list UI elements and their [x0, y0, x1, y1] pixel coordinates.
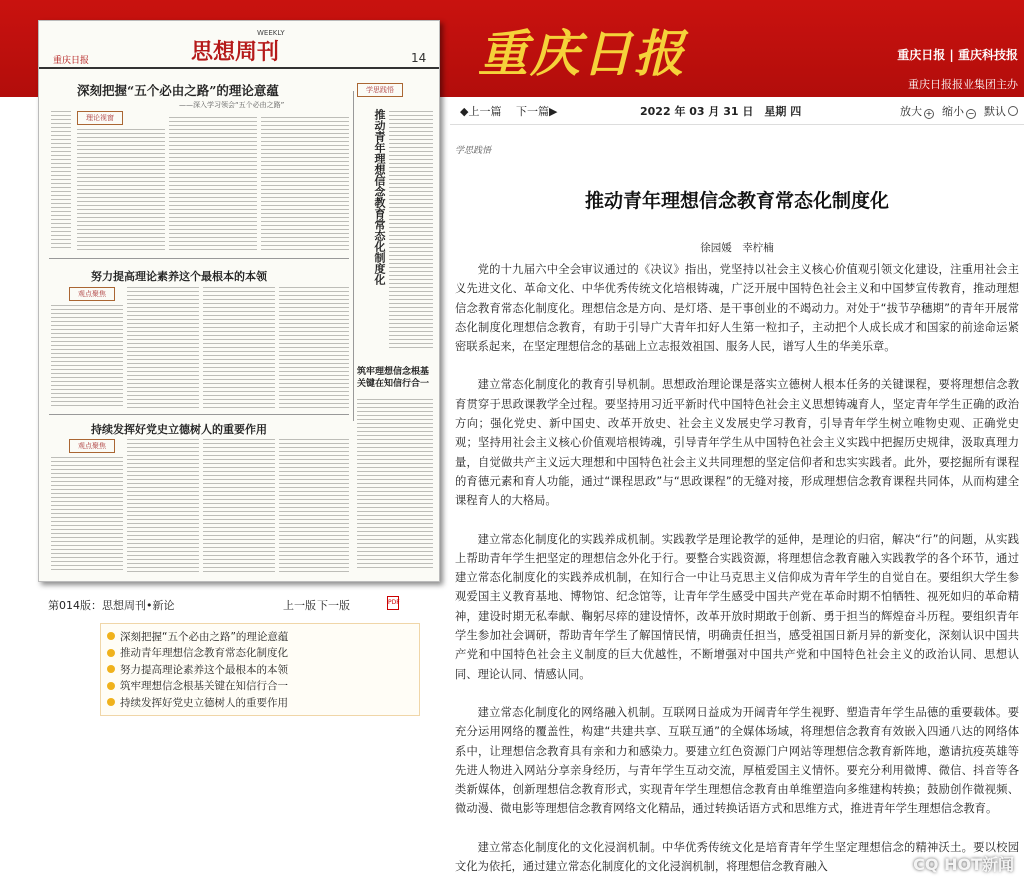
zoom-default-label: 默认 [984, 105, 1006, 118]
bullet-icon [107, 649, 115, 657]
page-info: 第014版：思想周刊•新论 [48, 599, 175, 612]
zoom-out-button[interactable] [942, 103, 976, 119]
header-links: 重庆日报 | 重庆科技报 [897, 48, 1018, 62]
link-cqkjb[interactable]: 重庆科技报 [957, 48, 1018, 62]
bullet-icon [107, 682, 115, 690]
preview-side-title[interactable]: 筑牢理想信念根基关键在知信行合一 [357, 367, 430, 389]
article-list [100, 623, 420, 716]
link-cqrb[interactable]: 重庆日报 [897, 48, 946, 62]
list-item[interactable] [107, 628, 413, 645]
preview-text-block [77, 129, 165, 251]
preview-tag-4: 观点聚焦 [69, 439, 115, 453]
zoom-in-button[interactable] [900, 103, 934, 119]
plus-icon: + [925, 109, 933, 118]
list-item-label[interactable]: 深刻把握“五个必由之路”的理论意蕴 [120, 630, 289, 643]
article-paragraph: 建立常态化制度化的教育引导机制。思想政治理论课是落实立德树人根本任务的关键课程，要将理想信念教育贯穿于思政课教学全过程。要坚持用习近平新时代中国特色社会主义思想铸魂育人，坚定青年学生正确的政治方向；强化党史、新中国史、改革开放史、社会主义发展史学习教育，引导青年学生树立唯物史观、正确党史观；坚持用社会主义核心价值观培根铸魂，引导青年学生从中国特色社会主义实践中把握历史规律，汲取真理力量，自觉做共产主义远大理想和中国特色社会主义共同理想的坚定信仰者和忠实实践者。此外，要挖掘所有课程的育德元素和育人功能，通过“课程思政”与“思政课程”的无缝对接，形成理想信念教育课程共同体，从而构建全课程育人的大格局。 [455, 378, 1019, 508]
list-item-label[interactable]: 持续发挥好党史立德树人的重要作用 [120, 696, 288, 709]
preview-text-block [51, 111, 71, 251]
list-item[interactable] [107, 661, 413, 678]
preview-text-block [51, 305, 123, 409]
preview-tag-2: 理论视窗 [77, 111, 123, 125]
preview-text-block [169, 117, 257, 251]
watermark: CQ HOT新闻 [913, 855, 1014, 874]
preview-divider [49, 258, 349, 259]
preview-tag-3: 观点聚焦 [69, 287, 115, 301]
preview-column-name: 思想周刊 [191, 39, 280, 65]
preview-text-block [261, 117, 349, 251]
prev-page-link[interactable]: 上一版 [283, 599, 316, 612]
pdf-icon[interactable]: PDF [387, 596, 399, 610]
preview-text-block [279, 287, 349, 409]
preview-headline-1-sub: ——深入学习领会“五个必由之路” [179, 101, 285, 109]
minus-icon: − [967, 109, 975, 118]
article-column: 学思践悟 [455, 146, 492, 156]
preview-text-block [279, 439, 349, 573]
preview-text-block [127, 439, 199, 573]
preview-headline-3[interactable]: 持续发挥好党史立德树人的重要作用 [91, 423, 267, 436]
list-item-label[interactable]: 推动青年理想信念教育常态化制度化 [120, 647, 288, 660]
list-item[interactable] [107, 678, 413, 695]
preview-text-block [127, 287, 199, 409]
preview-text-block [203, 287, 275, 409]
site-logo: 重庆日报 [478, 24, 686, 83]
newspaper-page-preview[interactable] [38, 20, 440, 582]
header-group: 重庆日报报业集团主办 [908, 78, 1018, 91]
bullet-icon [107, 698, 115, 706]
zoom-out-label: 缩小 [942, 105, 964, 118]
prev-article-link[interactable]: ◆上一篇 [460, 105, 502, 118]
preview-tag-1: 学思践悟 [357, 83, 403, 97]
preview-headline-2[interactable]: 努力提高理论素养这个最根本的本领 [91, 270, 267, 283]
preview-text-block [389, 111, 433, 351]
preview-text-block [51, 457, 123, 573]
preview-brand: 重庆日报 [53, 56, 90, 66]
preview-divider [353, 91, 354, 421]
article-body [455, 260, 1019, 895]
nav-divider [450, 124, 1024, 125]
article-nav [460, 103, 1020, 119]
list-item-label[interactable]: 努力提高理论素养这个最根本的本领 [120, 663, 288, 676]
article-title: 推动青年理想信念教育常态化制度化 [584, 190, 889, 212]
bullet-icon [107, 665, 115, 673]
article-authors: 徐园媛 幸柠楠 [700, 242, 774, 254]
list-item[interactable] [107, 645, 413, 662]
preview-text-block [203, 439, 275, 573]
article-paragraph: 建立常态化制度化的实践养成机制。实践教学是理论教学的延伸，是理论的归宿，解决“行”的问题，从实践上帮助青年学生把坚定的理想信念外化于行。要整合实践资源，将理想信念教育融入实践教学的各个环节，通过建立常态化制度化的实践养成机制，在知行合一中让马克思主义信仰成为青年学生的自觉自在。要组织大学生参观爱国主义教育基地、博物馆、纪念馆等，让青年学生感受中国共产党在革命时期不怕牺牲、视死如归的革命精神，建设时期无私奉献、鞠躬尽瘁的建设情怀，改革开放时期敢于创新、勇于担当的辉煌奋斗历程。要组织青年学生参加社会调研，帮助青年学生了解国情民情，明确责任担当，感受祖国日新月异的新变化，深刻认识中国共产党和中国特色社会主义制度的巨大优越性，不断增强对中国共产党和中国特色社会主义的政治认同、思想认同、理论认同、情感认同。 [455, 532, 1019, 681]
article-paragraph: 建立常态化制度化的网络融入机制。互联网日益成为开阔青年学生视野、塑造青年学生品德的重要载体。要充分运用网络的覆盖性，构建“共建共享、互联互通”的全媒体场域，将理想信念教育有效嵌入四通八达的网络体系中，让理想信念教育具有亲和力和感染力。要建立红色资源门户网站等理想信念教育新阵地，邀请抗疫英雄等先进人物进入网站分享亲身经历，与青年学生互动交流，厚植爱国主义情怀。要充分利用微博、微信、抖音等各类新媒体，创新理想信念教育形式，实现青年学生理想信念教育由单维塑造向多维建构转换；鼓励创作微视频、微动漫、微电影等理想信念教育网络文化精品，通过转换话语方式和思维方式，推进青年学生理想信念教育。 [455, 705, 1019, 816]
list-item[interactable] [107, 694, 413, 711]
article-paragraph: 党的十九届六中全会审议通过的《决议》指出，党坚持以社会主义核心价值观引领文化建设，注重用社会主义先进文化、革命文化、中华优秀传统文化培根铸魂，广泛开展中国特色社会主义和中国梦宣传教育，推动理想信念教育常态化制度化。理想信念是方向、是灯塔、是干事创业的不竭动力。对处于“拔节孕穗期”的青年开展常态化制度化理想信念教育，有助于引导广大青年扣好人生第一粒扣子，主动把个人成长成才和国家的前途命运紧密联系起来，在坚定理想信念的基础上立志报效祖国、服务人民，谱写人生的华美乐章。 [455, 263, 1019, 354]
issue-date: 2022 年 03 月 31 日 星期 四 [640, 105, 802, 118]
preview-text-block [357, 399, 433, 569]
preview-masthead [39, 21, 439, 69]
zoom-controls [900, 103, 1018, 119]
next-article-link[interactable]: 下一篇▶ [516, 105, 558, 118]
list-item-label[interactable]: 筑牢理想信念根基关键在知信行合一 [120, 680, 288, 693]
zoom-in-label: 放大 [900, 105, 922, 118]
preview-divider [49, 414, 349, 415]
preview-weekly: WEEKLY [257, 29, 285, 37]
bullet-icon [107, 632, 115, 640]
preview-headline-1[interactable]: 深刻把握“五个必由之路”的理论意蕴 [77, 83, 279, 98]
preview-page-no: 14 [411, 51, 427, 65]
reset-circle-icon [1008, 106, 1018, 116]
article-paragraph: 建立常态化制度化的文化浸润机制。中华优秀传统文化是培育青年学生坚定理想信念的精神沃土。要以校园文化为依托，通过建立常态化制度化的文化浸润机制，将理想信念教育融入 [455, 840, 1019, 874]
preview-vertical-title[interactable]: 推动青年理想信念教育常态化制度化 [373, 109, 386, 285]
next-page-link[interactable]: 下一版 [317, 599, 350, 612]
zoom-default-button[interactable] [984, 103, 1018, 119]
